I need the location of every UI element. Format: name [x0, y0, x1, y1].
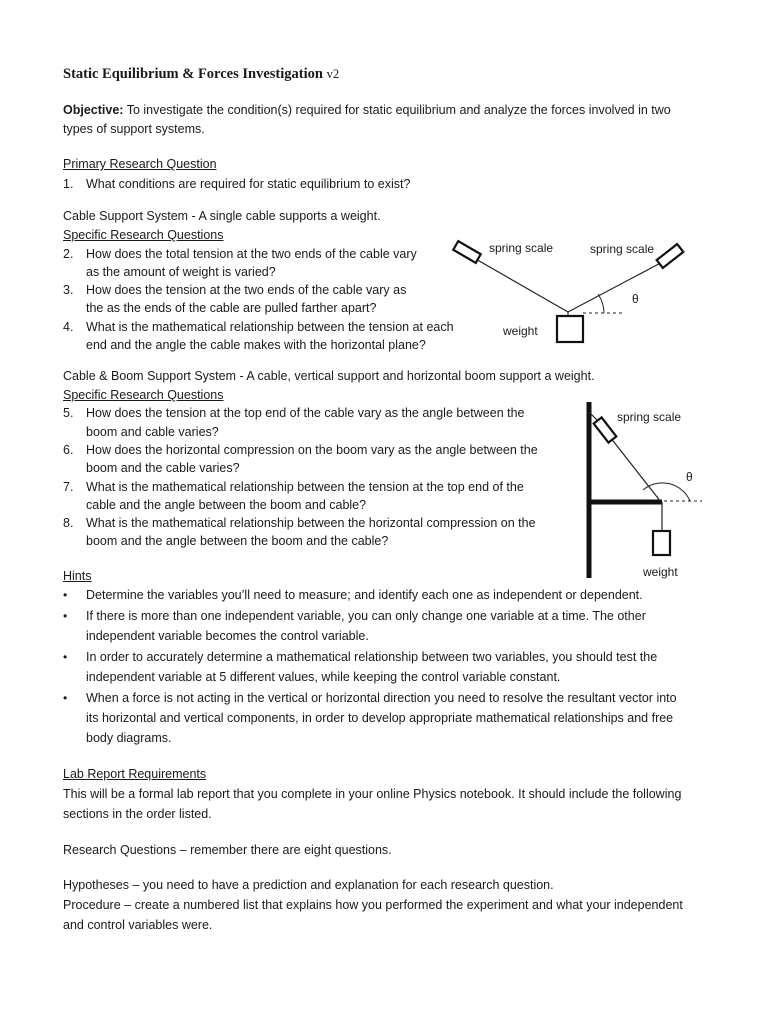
- hint-2-text-1: If there is more than one independent variable, you can only change one variable at a time. The other: [86, 609, 646, 623]
- lab-text-2: sections in the order listed.: [63, 807, 212, 821]
- q6-text-1: How does the horizontal compression on the boom vary as the angle between the: [86, 443, 538, 457]
- hints-heading: Hints: [63, 569, 92, 583]
- q2-number: 2.: [63, 247, 74, 261]
- boom-cable: [610, 437, 661, 502]
- q1-text: What conditions are required for static equilibrium to exist?: [86, 177, 411, 191]
- hypotheses-text: Hypotheses – you need to have a prediction and explanation for each research question.: [63, 878, 554, 892]
- theta-arc: [643, 483, 690, 501]
- q8-number: 8.: [63, 516, 74, 530]
- q2-text-1: How does the total tension at the two ends of the cable vary: [86, 247, 417, 261]
- hint-1-text: Determine the variables you’ll need to measure; and identify each one as independent or dependent.: [86, 588, 643, 602]
- q3-number: 3.: [63, 283, 74, 297]
- weight-box-icon: [653, 531, 670, 555]
- q4-text-1: What is the mathematical relationship between the tension at each: [86, 320, 454, 334]
- lab-text-1: This will be a formal lab report that you complete in your online Physics notebook. It should include the following: [63, 787, 682, 801]
- q2-text-2: as the amount of weight is varied?: [86, 265, 276, 279]
- title-text: Static Equilibrium & Forces Investigation: [63, 66, 323, 82]
- spring-scale-right-label: spring scale: [590, 242, 655, 256]
- objective-text-2: types of support systems.: [63, 122, 205, 136]
- research-questions-text: Research Questions – remember there are eight questions.: [63, 843, 392, 857]
- spring-scale-icon: [594, 417, 617, 442]
- objective-text-1: To investigate the condition(s) required for static equilibrium and analyze the forces involved in two: [126, 103, 671, 117]
- q8-text-1: What is the mathematical relationship between the horizontal compression on the: [86, 516, 536, 530]
- cable-heading: Specific Research Questions: [63, 228, 224, 242]
- primary-heading: Primary Research Question: [63, 157, 217, 171]
- hint-4-text-1: When a force is not acting in the vertical or horizontal direction you need to resolve the resultant vector into: [86, 691, 677, 705]
- weight-label: weight: [503, 324, 538, 338]
- q6-number: 6.: [63, 443, 74, 457]
- hint-4-text-3: body diagrams.: [86, 731, 172, 745]
- lab-heading: Lab Report Requirements: [63, 767, 207, 781]
- q5-number: 5.: [63, 406, 74, 420]
- procedure-text-1: Procedure – create a numbered list that explains how you performed the experiment and what your independent: [63, 898, 683, 912]
- procedure-text-2: and control variables were.: [63, 918, 213, 932]
- q5-text-2: boom and cable varies?: [86, 425, 219, 439]
- q6-text-2: boom and the cable varies?: [86, 461, 240, 475]
- theta-label: θ: [686, 470, 693, 484]
- q7-number: 7.: [63, 480, 74, 494]
- spring-scale-left-label: spring scale: [489, 241, 554, 255]
- hint-4-text-2: its horizontal and vertical components, in order to develop appropriate mathematical relationships and free: [86, 711, 674, 725]
- bullet-4: •: [63, 691, 68, 705]
- q8-text-2: boom and the angle between the boom and the cable?: [86, 534, 389, 548]
- q3-text-1: How does the tension at the two ends of the cable vary as: [86, 283, 407, 297]
- q7-text-2: cable and the angle between the boom and cable?: [86, 498, 367, 512]
- q3-text-2: the as the ends of the cable are pulled farther apart?: [86, 301, 377, 315]
- hint-2-text-2: independent variable becomes the control variable.: [86, 629, 369, 643]
- q4-number: 4.: [63, 320, 74, 334]
- version-label: v2: [326, 67, 340, 81]
- bullet-3: •: [63, 650, 68, 664]
- theta-label: θ: [632, 292, 639, 306]
- hint-3-text-2: independent variable at 5 different values, while keeping the control variable constant.: [86, 670, 561, 684]
- objective-label: Objective:: [63, 103, 124, 117]
- q4-text-2: end and the angle the cable makes with the horizontal plane?: [86, 338, 426, 352]
- bullet-2: •: [63, 609, 68, 623]
- hint-3-text-1: In order to accurately determine a mathematical relationship between two variables, you should test the: [86, 650, 658, 664]
- boom-intro: Cable & Boom Support System - A cable, vertical support and horizontal boom support a weight.: [63, 369, 595, 383]
- weight-label: weight: [643, 565, 678, 579]
- q5-text-1: How does the tension at the top end of the cable vary as the angle between the: [86, 406, 525, 420]
- q7-text-1: What is the mathematical relationship between the tension at the top end of the: [86, 480, 524, 494]
- boom-heading: Specific Research Questions: [63, 388, 224, 402]
- spring-scale-label: spring scale: [617, 410, 682, 424]
- q1-number: 1.: [63, 177, 74, 191]
- cable-intro: Cable Support System - A single cable supports a weight.: [63, 209, 381, 223]
- bullet-1: •: [63, 588, 68, 602]
